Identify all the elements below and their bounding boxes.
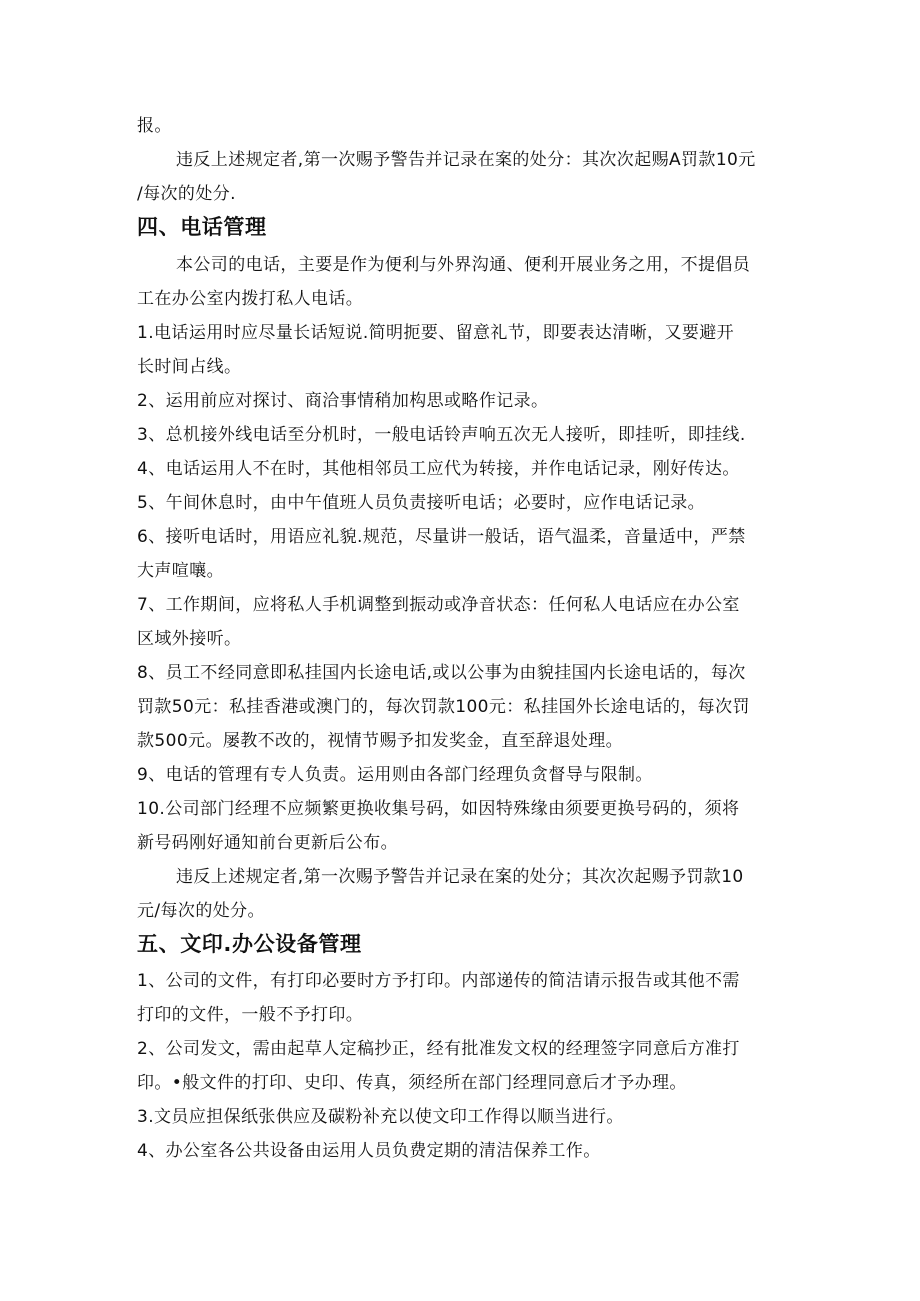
list-item-7: 7、工作期间，应将私人手机调整到振动或净音状态：任何私人电话应在办公室 [137,595,740,615]
list-item-2: 2、公司发文，需由起草人定稿抄正，经有批准发文权的经理签字同意后方准打 [137,1039,740,1059]
list-item-8-cont: 款500元。屡教不改的，视情节赐予扣发奖金，直至辞退处理。 [137,731,624,751]
list-item-10: 10.公司部门经理不应频繁更换收集号码，如因特殊缘由须要更换号码的，须将 [137,799,740,819]
list-item-3: 3.文员应担保纸张供应及碳粉补充以使文印工作得以顺当进行。 [137,1107,624,1127]
list-item-1: 1、公司的文件，有打印必要时方予打印。内部递传的简洁请示报告或其他不需 [137,971,740,991]
list-item-4: 4、电话运用人不在时，其他相邻员工应代为转接，并作电话记录，刚好传达。 [137,459,740,479]
list-item-6-cont: 大声喧嚷。 [137,561,224,581]
list-item-2-cont: 印。•般文件的打印、史印、传真，须经所在部门经理同意后才予办理。 [137,1073,687,1093]
list-item-8-cont: 罚款50元：私挂香港或澳门的，每次罚款100元：私挂国外长途电话的，每次罚 [137,697,750,717]
list-item-5: 5、午间休息时，由中午值班人员负责接听电话；必要时，应作电话记录。 [137,493,706,513]
penalty-line: 元/每次的处分。 [137,901,265,921]
intro-line: 本公司的电话，主要是作为便利与外界沟通、便利开展业务之用，不提倡员 [176,255,751,275]
section-heading-printing: 五、文印.办公设备管理 [137,932,362,956]
paragraph-line: 报。 [137,116,172,136]
section-heading-phone: 四、电话管理 [137,215,267,239]
list-item-9: 9、电话的管理有专人负责。运用则由各部门经理负贪督导与限制。 [137,765,653,785]
list-item-4: 4、办公室各公共设备由运用人员负费定期的清洁保养工作。 [137,1141,601,1161]
list-item-3: 3、总机接外线电话至分机时，一般电话铃声响五次无人接听，即挂听，即挂线. [137,425,746,445]
list-item-10-cont: 新号码刚好通知前台更新后公布。 [137,833,398,853]
list-item-6: 6、接听电话时，用语应礼貌.规范，尽量讲一般话，语气温柔，音量适中，严禁 [137,527,746,547]
penalty-line: 违反上述规定者,第一次赐予警告并记录在案的处分；其次次起赐予罚款10 [176,867,744,887]
list-item-1-cont: 长时间占线。 [137,357,242,377]
list-item-8: 8、员工不经同意即私挂国内长途电话,或以公事为由貌挂国内长途电话的，每次 [137,663,746,683]
intro-line: 工在办公室内拨打私人电话。 [137,289,364,309]
list-item-1: 1.电话运用时应尽量长话短说.简明扼要、留意礼节，即要表达清晰，又要避开 [137,323,735,343]
list-item-2: 2、运用前应对探讨、商洽事情稍加构思或略作记录。 [137,391,549,411]
penalty-line: 违反上述规定者,第一次赐予警告并记录在案的处分：其次次起赐A罚款10元 [176,150,756,170]
penalty-line: /每次的处分. [137,184,236,204]
list-item-1-cont: 打印的文件，一般不予打印。 [137,1005,364,1025]
list-item-7-cont: 区域外接听。 [137,629,242,649]
